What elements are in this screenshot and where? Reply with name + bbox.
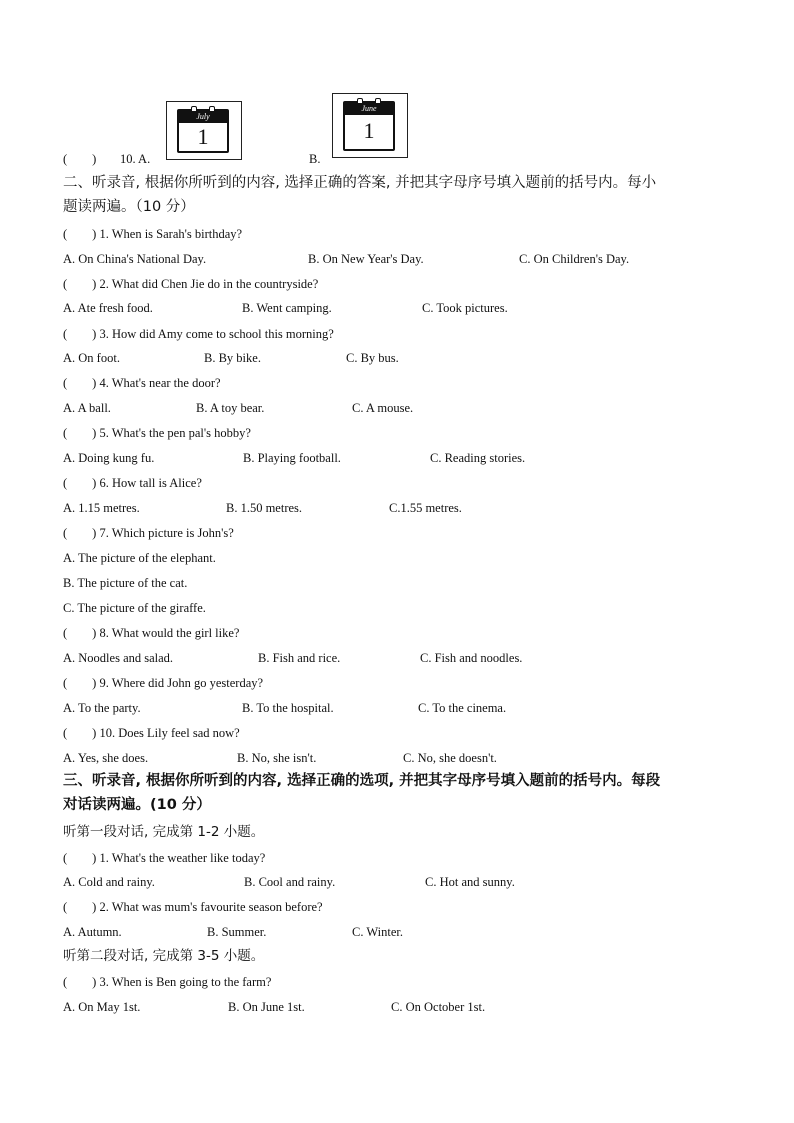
option-a[interactable]: A. On foot.	[63, 351, 120, 365]
option-a[interactable]: A. To the party.	[63, 701, 141, 715]
option-b[interactable]: B. Summer.	[207, 925, 267, 939]
calendar-month: July	[179, 111, 227, 123]
section3-heading-line1: 三、听录音, 根据你所听到的内容, 选择正确的选项, 并把其字母序号填入题前的括号内。每段	[63, 773, 661, 789]
option-b[interactable]: B. On New Year's Day.	[308, 252, 424, 266]
question: ( ) 1. What's the weather like today?	[63, 851, 266, 865]
option-c[interactable]: C.1.55 metres.	[389, 501, 462, 515]
calendar-month: June	[345, 103, 393, 115]
question: ( ) 10. Does Lily feel sad now?	[63, 726, 240, 740]
option-b[interactable]: B. A toy bear.	[196, 401, 265, 415]
dialog-instruction: 听第二段对话, 完成第 3-5 小题。	[63, 948, 265, 964]
option-c[interactable]: C. Took pictures.	[422, 301, 508, 315]
option-a[interactable]: A. On May 1st.	[63, 1000, 141, 1014]
option-a[interactable]: A. Ate fresh food.	[63, 301, 153, 315]
option-c[interactable]: C. Winter.	[352, 925, 404, 939]
option-b[interactable]: B. Cool and rainy.	[244, 875, 336, 889]
option-c[interactable]: C. Reading stories.	[430, 451, 526, 465]
option-c[interactable]: C. A mouse.	[352, 401, 414, 415]
option-a[interactable]: A. Yes, she does.	[63, 751, 149, 765]
question: ( ) 9. Where did John go yesterday?	[63, 676, 264, 690]
option-a-label: 10. A.	[120, 152, 151, 166]
option-b-label: B.	[309, 152, 321, 166]
question: ( ) 5. What's the pen pal's hobby?	[63, 426, 251, 440]
option-a[interactable]: A. On China's National Day.	[63, 252, 207, 266]
option-a[interactable]: A. The picture of the elephant.	[63, 551, 216, 565]
option-c[interactable]: C. On October 1st.	[391, 1000, 486, 1014]
question: ( ) 6. How tall is Alice?	[63, 476, 202, 490]
option-c[interactable]: C. No, she doesn't.	[403, 751, 497, 765]
question: ( ) 3. How did Amy come to school this morning?	[63, 327, 334, 341]
option-c[interactable]: C. To the cinema.	[418, 701, 507, 715]
question: ( ) 7. Which picture is John's?	[63, 526, 234, 540]
option-a[interactable]: A. 1.15 metres.	[63, 501, 140, 515]
option-b[interactable]: B. On June 1st.	[228, 1000, 305, 1014]
question: ( ) 8. What would the girl like?	[63, 626, 240, 640]
option-b[interactable]: B. To the hospital.	[242, 701, 334, 715]
option-c[interactable]: C. Fish and noodles.	[420, 651, 523, 665]
option-a[interactable]: A. Cold and rainy.	[63, 875, 155, 889]
calendar-day: 1	[363, 118, 375, 143]
option-b[interactable]: B. Playing football.	[243, 451, 341, 465]
option-b[interactable]: B. By bike.	[204, 351, 261, 365]
option-b[interactable]: B. Went camping.	[242, 301, 332, 315]
section2-heading-line1: 二、听录音, 根据你所听到的内容, 选择正确的答案, 并把其字母序号填入题前的括号内。每小	[63, 175, 657, 191]
question: ( ) 1. When is Sarah's birthday?	[63, 227, 243, 241]
question: ( ) 2. What was mum's favourite season before?	[63, 900, 323, 914]
section2-heading-line2: 题读两遍。（10 分）	[63, 199, 195, 215]
option-c[interactable]: C. On Children's Day.	[519, 252, 630, 266]
option-a[interactable]: A. Autumn.	[63, 925, 122, 939]
option-c[interactable]: C. The picture of the giraffe.	[63, 601, 206, 615]
question: ( ) 4. What's near the door?	[63, 376, 221, 390]
option-c[interactable]: C. Hot and sunny.	[425, 875, 515, 889]
answer-bracket[interactable]: ( )	[63, 152, 97, 166]
dialog-instruction: 听第一段对话, 完成第 1-2 小题。	[63, 824, 265, 840]
option-b[interactable]: B. Fish and rice.	[258, 651, 341, 665]
option-b[interactable]: B. The picture of the cat.	[63, 576, 188, 590]
question: ( ) 2. What did Chen Jie do in the countryside?	[63, 277, 319, 291]
option-a[interactable]: A. Doing kung fu.	[63, 451, 155, 465]
section3-heading-line2: 对话读两遍。(10 分）	[63, 797, 211, 813]
calendar-june-option-b[interactable]	[332, 93, 408, 158]
question: ( ) 3. When is Ben going to the farm?	[63, 975, 272, 989]
calendar-day: 1	[197, 124, 209, 149]
option-a[interactable]: A. A ball.	[63, 401, 111, 415]
option-c[interactable]: C. By bus.	[346, 351, 399, 365]
option-b[interactable]: B. No, she isn't.	[237, 751, 317, 765]
option-b[interactable]: B. 1.50 metres.	[226, 501, 303, 515]
calendar-july-option-a[interactable]	[166, 101, 242, 160]
option-a[interactable]: A. Noodles and salad.	[63, 651, 174, 665]
